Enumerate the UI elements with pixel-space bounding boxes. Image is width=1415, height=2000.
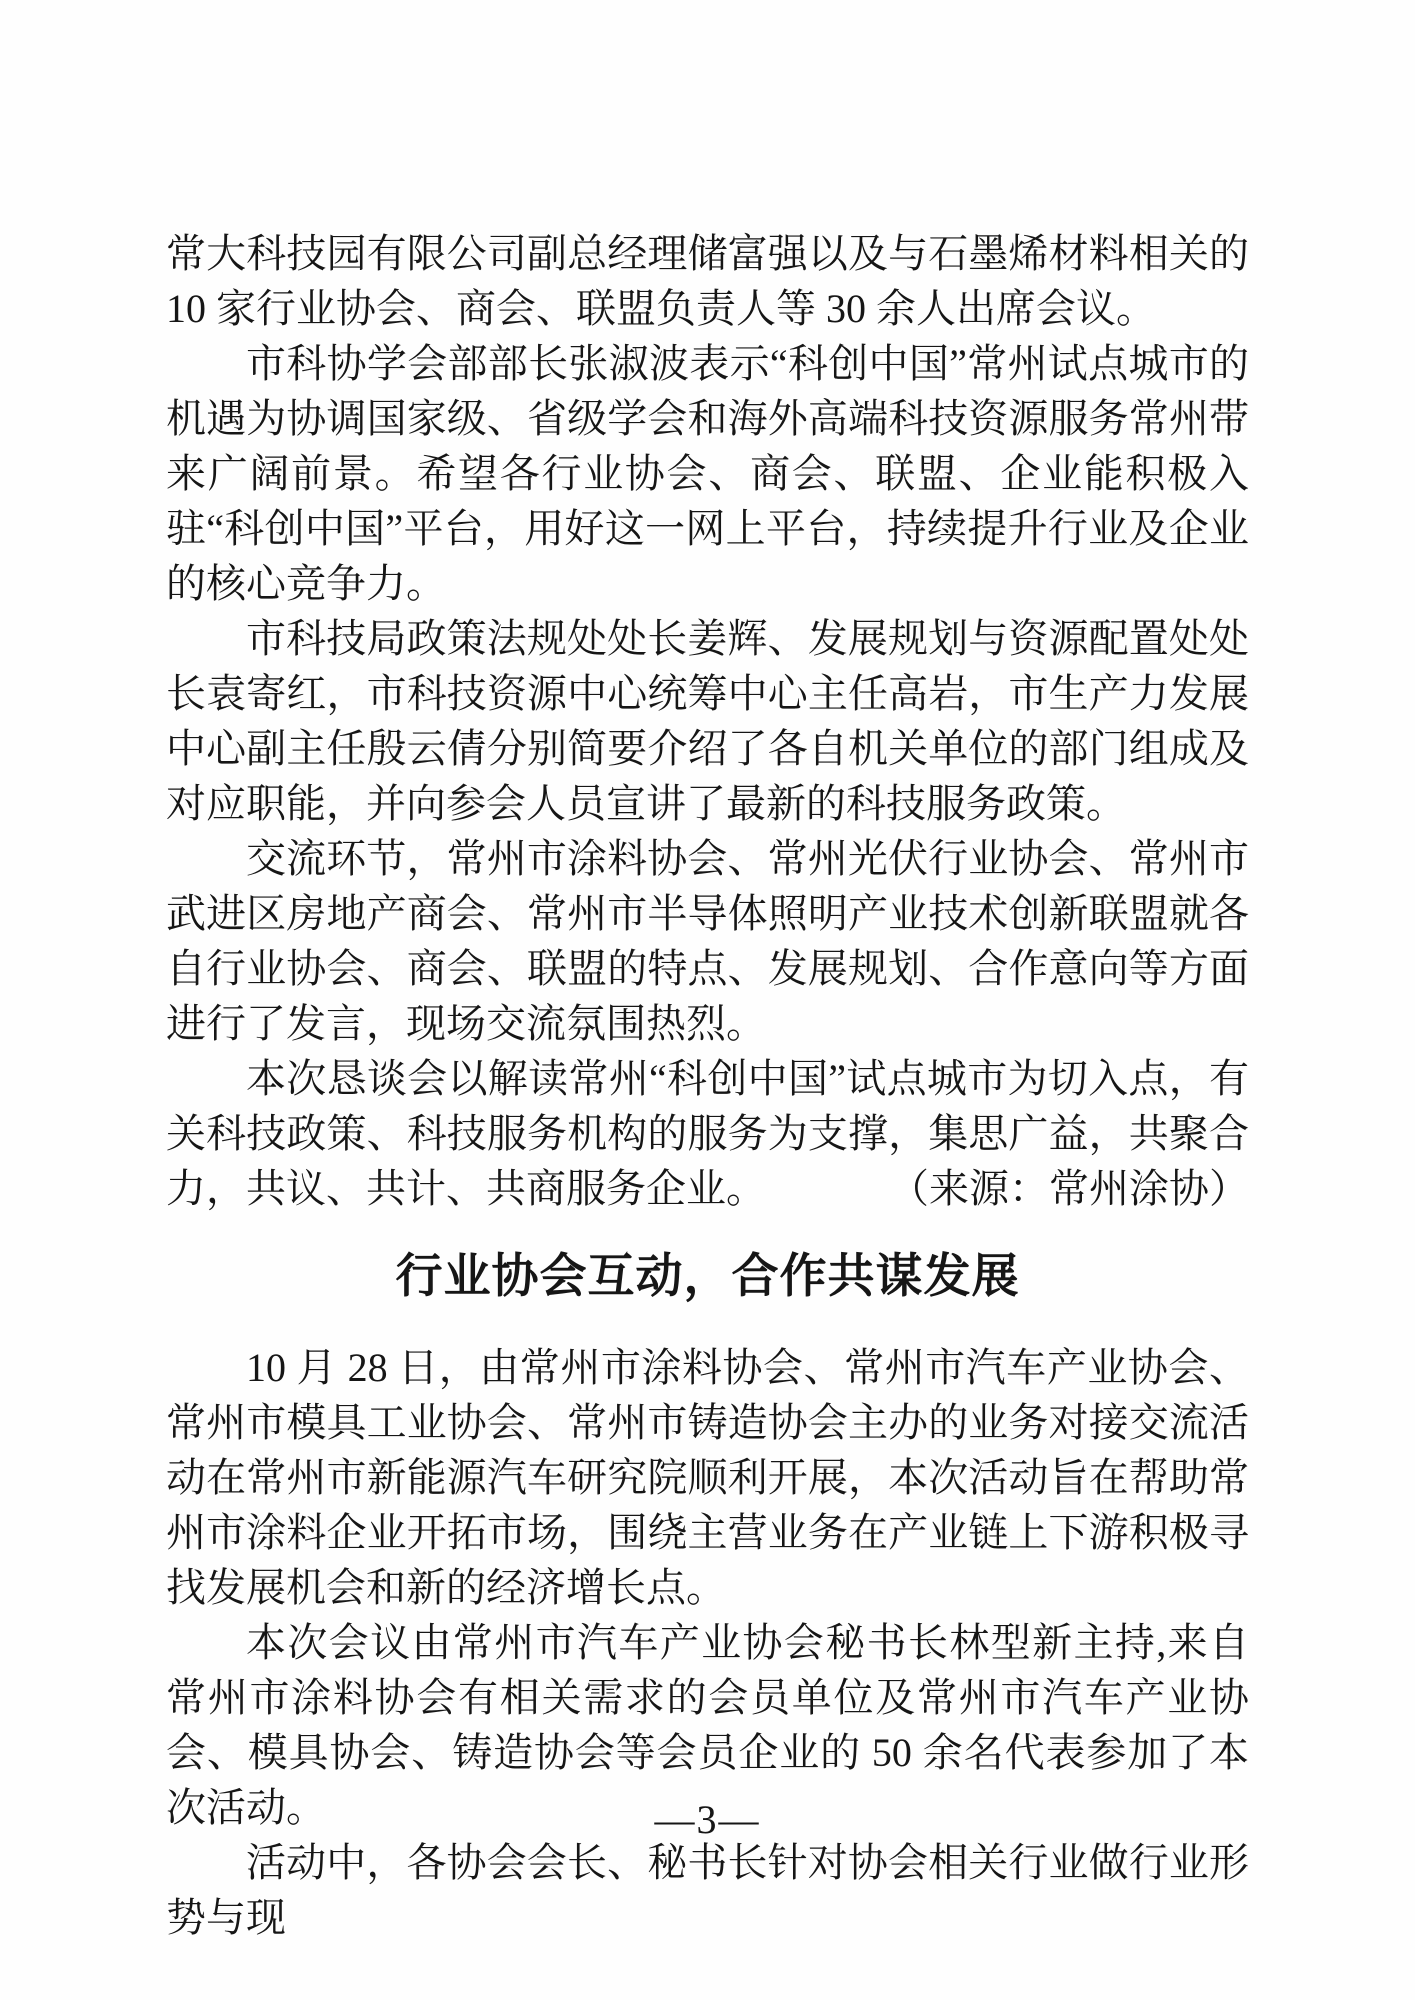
source-attribution: （来源：常州涂协） xyxy=(889,1166,1249,1211)
paragraph: 交流环节，常州市涂料协会、常州光伏行业协会、常州市武进区房地产商会、常州市半导体照明产业技术创新联盟就各自行业协会、商会、联盟的特点、发展规划、合作意向等方面进行了发言，现场交流氛围热烈。 xyxy=(166,836,1249,1046)
paragraph: 活动中，各协会会长、秘书长针对协会相关行业做行业形势与现 xyxy=(166,1840,1249,1940)
article-2 xyxy=(166,1340,1249,1945)
page-content xyxy=(166,226,1249,1945)
paragraph-text: 本次恳谈会以解读常州“科创中国”试点城市为切入点，有关科技政策、科技服务机构的服务为支撑，集思广益，共聚合力，共议、共计、共商服务企业。 xyxy=(166,1056,1249,1211)
page-footer xyxy=(0,1796,1415,1843)
article-2-title: 行业协会互动，合作共谋发展 xyxy=(395,1251,1020,1303)
paragraph: 市科技局政策法规处处长姜辉、发展规划与资源配置处处长袁寄红，市科技资源中心统筹中心主任高岩，市生产力发展中心副主任殷云倩分别简要介绍了各自机关单位的部门组成及对应职能，并向参会人员宣讲了最新的科技服务政策。 xyxy=(166,616,1249,826)
paragraph: 本次会议由常州市汽车产业协会秘书长林型新主持,来自常州市涂料协会有相关需求的会员单位及常州市汽车产业协会、模具协会、铸造协会等会员企业的 50 余名代表参加了本次活动。 xyxy=(166,1620,1249,1830)
article-1 xyxy=(166,226,1249,1216)
paragraph-continued: 常大科技园有限公司副总经理储富强以及与石墨烯材料相关的 10 家行业协会、商会、联盟负责人等 30 余人出席会议。 xyxy=(166,231,1249,331)
page-number: —3— xyxy=(654,1797,761,1842)
paragraph: 10 月 28 日，由常州市涂料协会、常州市汽车产业协会、常州市模具工业协会、常州市铸造协会主办的业务对接交流活动在常州市新能源汽车研究院顺利开展，本次活动旨在帮助常州市涂料企业开拓市场，围绕主营业务在产业链上下游积极寻找发展机会和新的经济增长点。 xyxy=(166,1345,1249,1610)
paragraph xyxy=(166,1051,1249,1216)
paragraph: 市科协学会部部长张淑波表示“科创中国”常州试点城市的机遇为协调国家级、省级学会和海外高端科技资源服务常州带来广阔前景。希望各行业协会、商会、联盟、企业能积极入驻“科创中国”平台，用好这一网上平台，持续提升行业及企业的核心竞争力。 xyxy=(166,341,1249,606)
